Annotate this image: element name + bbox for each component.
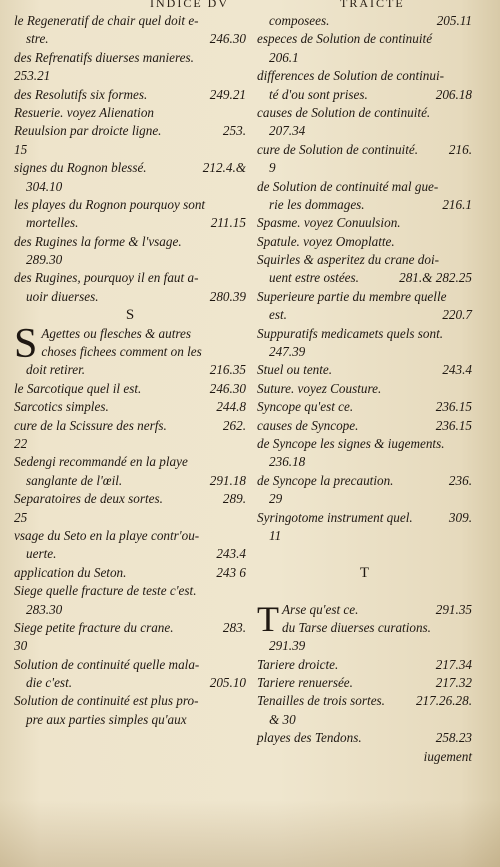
entry-text: Syringotome instrument quel. <box>257 509 413 525</box>
entry-text: differences de Solution de continui- <box>257 68 445 84</box>
entry-text: 206.1 <box>269 49 299 65</box>
page-reference: 249.21 <box>209 86 246 102</box>
index-entry <box>14 178 246 196</box>
entry-text: cure de la Scissure des nerfs. <box>14 417 167 433</box>
page-reference: 258.23 <box>435 730 472 746</box>
entry-text: le Regeneratif de chair quel doit e- <box>14 13 199 28</box>
entry-text: stre. <box>26 31 49 47</box>
entry-text: des Resolutifs six formes. <box>14 86 148 102</box>
index-entry <box>14 674 246 692</box>
index-entry <box>14 509 246 527</box>
index-entry <box>257 711 472 729</box>
page-reference: 243 6 <box>216 564 246 580</box>
index-entry <box>257 288 472 306</box>
entry-text: les playes du Rognon pourquoy sont <box>14 196 206 212</box>
blank-line <box>257 545 472 563</box>
page-reference: 206.18 <box>435 86 472 102</box>
index-entry <box>14 269 246 287</box>
section-letter: S <box>125 307 135 324</box>
entry-text: de Solution de continuité mal gue- <box>257 178 439 194</box>
page-reference: 217.26.28. <box>415 693 472 709</box>
page-reference: 309. <box>448 509 472 525</box>
entry-text: vsage du Seto en la playe contr'ou- <box>14 527 200 543</box>
section-letter: T <box>359 564 370 581</box>
page-reference: 243.4 <box>216 546 246 562</box>
page-reference: 283. <box>222 619 246 635</box>
entry-text: causes de Solution de continuité. <box>257 104 431 120</box>
entry-text: 253.21 <box>14 68 51 84</box>
index-entry <box>257 159 472 177</box>
entry-text: mortelles. <box>26 215 79 231</box>
entry-text: composees. <box>269 13 330 28</box>
index-entry <box>14 49 246 67</box>
index-entry <box>257 674 472 692</box>
index-entry <box>14 104 246 122</box>
entry-text: 289.30 <box>26 252 63 268</box>
entry-text: 291.39 <box>269 638 306 654</box>
entry-text: 25 <box>14 509 28 525</box>
index-entry <box>257 178 472 196</box>
entry-text: Siege petite fracture du crane. <box>14 619 174 635</box>
page-reference: 262. <box>222 417 246 433</box>
index-entry <box>14 417 246 435</box>
left-index-column <box>14 12 246 729</box>
entry-text: signes du Rognon blessé. <box>14 160 147 176</box>
entry-text: causes de Syncope. <box>257 417 359 433</box>
index-entry <box>257 453 472 471</box>
index-entry <box>257 490 472 508</box>
index-entry <box>14 601 246 619</box>
index-entry <box>14 398 246 416</box>
index-entry <box>257 104 472 122</box>
right-index-column <box>257 12 472 766</box>
index-entry <box>257 141 472 159</box>
entry-text: choses fichees comment on les <box>41 344 202 360</box>
index-entry <box>257 361 472 379</box>
page-reference: 280.39 <box>209 288 246 304</box>
index-entry <box>14 711 246 729</box>
index-entry <box>14 12 246 30</box>
page-reference: 217.32 <box>435 675 472 691</box>
entry-text: Reuulsion par droicte ligne. <box>14 123 162 139</box>
entry-text: Tariere droicte. <box>257 656 339 672</box>
entry-text: Suppuratifs medicamets quels sont. <box>257 325 444 341</box>
entry-text: 29 <box>269 491 283 507</box>
page-reference: 246.30 <box>209 380 246 396</box>
index-entry <box>14 527 246 545</box>
entry-text: Spasme. voyez Conuulsion. <box>257 215 401 231</box>
index-entry <box>257 509 472 527</box>
index-entry <box>14 196 246 214</box>
entry-text: de Syncope les signes & iugements. <box>257 435 445 451</box>
index-entry <box>14 233 246 251</box>
index-entry <box>14 472 246 490</box>
entry-text: Sedengi recommandé en la playe <box>14 454 188 470</box>
page-reference: 220.7 <box>442 307 472 323</box>
index-entry <box>257 30 472 48</box>
entry-text: 22 <box>14 435 28 451</box>
page-reference: 236.15 <box>435 399 472 415</box>
drop-cap: S <box>14 320 38 367</box>
index-entry <box>257 656 472 674</box>
page-reference: 216.1 <box>442 196 472 212</box>
index-entry <box>257 233 472 251</box>
entry-text: Resuerie. voyez Alienation <box>14 104 155 120</box>
index-entry <box>257 86 472 104</box>
entry-text: sanglante de l'œil. <box>26 472 123 488</box>
index-entry <box>257 527 472 545</box>
page-reference: 205.11 <box>436 13 472 28</box>
entry-text: Syncope qu'est ce. <box>257 399 354 415</box>
entry-text: de Syncope la precaution. <box>257 472 394 488</box>
entry-text: die c'est. <box>26 675 73 691</box>
page-reference: 243.4 <box>442 362 472 378</box>
index-entry <box>257 435 472 453</box>
index-entry <box>257 269 472 287</box>
entry-text: Solution de continuité quelle mala- <box>14 656 200 672</box>
page-reference: 246.30 <box>209 31 246 47</box>
running-header-right: TRAICTE <box>340 0 405 10</box>
page-reference: 244.8 <box>216 399 246 415</box>
entry-text: application du Seton. <box>14 564 127 580</box>
index-entry <box>14 30 246 48</box>
page-reference: 236.15 <box>435 417 472 433</box>
index-entry <box>257 729 472 747</box>
index-entry <box>14 545 246 563</box>
index-entry <box>257 343 472 361</box>
entry-text: Superieure partie du membre quelle <box>257 288 447 304</box>
index-entry <box>14 692 246 710</box>
index-entry <box>14 435 246 453</box>
index-entry <box>257 214 472 232</box>
entry-text: des Rugines la forme & l'vsage. <box>14 233 182 249</box>
index-entry <box>257 251 472 269</box>
entry-text: Arse qu'est ce. <box>282 601 359 617</box>
entry-text: 247.39 <box>269 344 306 360</box>
index-entry <box>14 343 246 361</box>
page-reference: iugement <box>423 748 472 764</box>
entry-text: Agettes ou flesches & autres <box>41 325 192 341</box>
entry-text: pre aux parties simples qu'aux <box>26 711 187 727</box>
index-entry <box>14 122 246 140</box>
entry-text: uent estre ostées. <box>269 270 359 286</box>
entry-text: uoir diuerses. <box>26 288 99 304</box>
entry-text: doit retirer. <box>26 362 86 378</box>
entry-text: rie les dommages. <box>269 196 365 212</box>
index-entry <box>257 196 472 214</box>
entry-text: 304.10 <box>26 178 63 194</box>
entry-text: playes des Tendons. <box>257 730 362 746</box>
index-entry <box>257 325 472 343</box>
entry-text: uerte. <box>26 546 57 562</box>
index-entry <box>14 637 246 655</box>
page-reference: 291.35 <box>435 601 472 617</box>
index-entry <box>14 490 246 508</box>
index-entry <box>14 619 246 637</box>
index-entry <box>14 564 246 582</box>
entry-text: & 30 <box>269 711 296 727</box>
entry-text: cure de Solution de continuité. <box>257 141 419 157</box>
index-entry <box>14 582 246 600</box>
entry-text: du Tarse diuerses curations. <box>282 619 431 635</box>
page-reference: 205.10 <box>209 675 246 691</box>
entry-text: 9 <box>269 160 276 176</box>
index-entry <box>14 656 246 674</box>
entry-text: Spatule. voyez Omoplatte. <box>257 233 395 249</box>
index-entry <box>257 380 472 398</box>
index-entry <box>257 12 472 30</box>
entry-text: est. <box>269 307 287 323</box>
entry-text: Tenailles de trois sortes. <box>257 693 385 709</box>
index-entry <box>257 692 472 710</box>
index-entry <box>257 748 472 766</box>
entry-text: 30 <box>14 638 28 654</box>
entry-text: 236.18 <box>269 454 306 470</box>
index-entry <box>257 67 472 85</box>
entry-text: Suture. voyez Cousture. <box>257 380 382 396</box>
entry-text: des Refrenatifs diuerses manieres. <box>14 49 194 65</box>
index-entry <box>14 86 246 104</box>
index-entry <box>257 306 472 324</box>
entry-text: 15 <box>14 141 28 157</box>
page-shadow <box>0 800 500 867</box>
entry-text: Stuel ou tente. <box>257 362 333 378</box>
entry-text: des Rugines, pourquoy il en faut a- <box>14 270 199 286</box>
index-entry <box>14 361 246 379</box>
entry-text: Separatoires de deux sortes. <box>14 491 163 507</box>
drop-cap: T <box>257 598 279 639</box>
entry-text: Sarcotics simples. <box>14 399 109 415</box>
index-entry <box>14 288 246 306</box>
index-entry <box>14 141 246 159</box>
index-entry <box>257 637 472 655</box>
page-reference: 217.34 <box>435 656 472 672</box>
index-entry <box>14 159 246 177</box>
entry-text: 207.34 <box>269 123 306 139</box>
page-reference: 281.& 282.25 <box>399 270 472 286</box>
entry-text: té d'ou sont prises. <box>269 86 368 102</box>
entry-text: especes de Solution de continuité <box>257 31 433 47</box>
index-entry <box>14 67 246 85</box>
index-entry <box>14 453 246 471</box>
entry-text: le Sarcotique quel il est. <box>14 380 142 396</box>
entry-text: 11 <box>269 527 282 543</box>
index-entry <box>14 380 246 398</box>
page-reference: 253. <box>222 123 246 139</box>
index-entry <box>14 214 246 232</box>
page-reference: 216.35 <box>209 362 246 378</box>
entry-text: 283.30 <box>26 601 63 617</box>
page-reference: 236. <box>448 472 472 488</box>
index-entry <box>257 619 472 637</box>
index-entry <box>257 49 472 67</box>
index-entry <box>257 398 472 416</box>
page-reference: 211.15 <box>210 215 246 231</box>
entry-text: Squirles & asperitez du crane doi- <box>257 252 440 268</box>
blank-line <box>257 582 472 600</box>
entry-text: Solution de continuité est plus pro- <box>14 693 199 709</box>
index-entry <box>14 251 246 269</box>
index-entry <box>257 122 472 140</box>
page-reference: 291.18 <box>209 472 246 488</box>
index-entry <box>257 472 472 490</box>
page-reference: 216. <box>448 141 472 157</box>
entry-text: Siege quelle fracture de teste c'est. <box>14 583 197 599</box>
page-reference: 212.4.& <box>202 160 246 176</box>
page-reference: 289. <box>222 491 246 507</box>
running-header-left: INDICE DV <box>150 0 229 10</box>
index-entry <box>257 417 472 435</box>
entry-text: Tariere renuersée. <box>257 675 353 691</box>
